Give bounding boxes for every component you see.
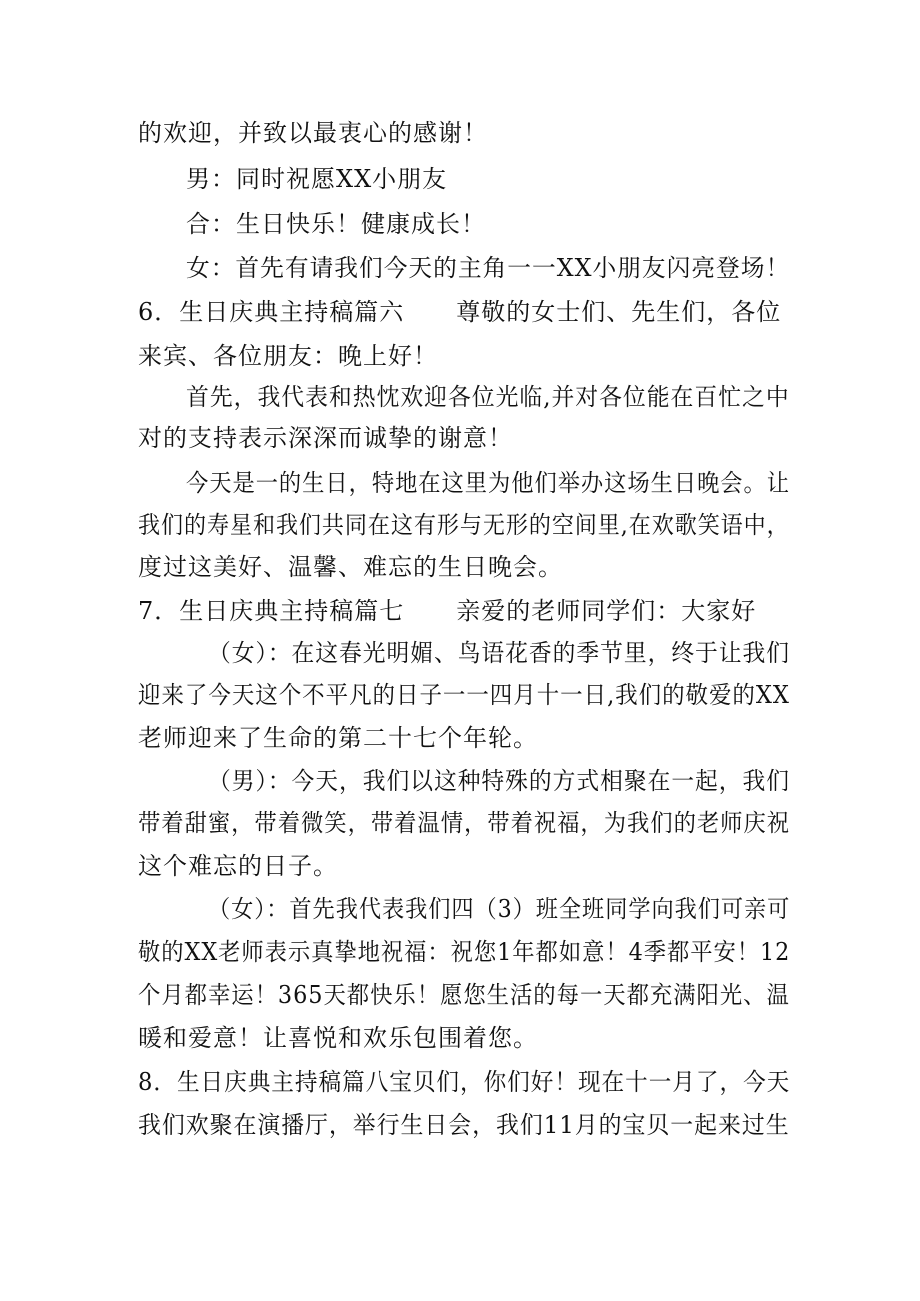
text-line: 来宾、各位朋友：晚上好！ — [138, 342, 438, 370]
heading-title: 7．生日庆典主持稿篇七 — [138, 597, 405, 625]
heading-continuation: 亲爱的老师同学们：大家好 — [456, 597, 757, 625]
text-line: 暖和爱意！让喜悦和欢乐包围着您。 — [138, 1024, 538, 1052]
text-line: 度过这美好、温馨、难忘的生日晚会。 — [138, 553, 563, 581]
text-line: 迎来了今天这个不平凡的日子一一四月十一日,我们的敬爱的XX — [138, 681, 790, 709]
text-line: 个月都幸运！365天都快乐！愿您生活的每一天都充满阳光、温 — [138, 981, 790, 1009]
text-line: （女）：在这春光明媚、鸟语花香的季节里，终于让我们 — [208, 639, 790, 667]
text-line: 敬的XX老师表示真挚地祝福：祝您1年都如意！4季都平安！12 — [138, 938, 791, 966]
text-line: 我们欢聚在演播厅，举行生日会，我们11月的宝贝一起来过生 — [138, 1111, 790, 1139]
text-line: 对的支持表示深深而诚挚的谢意！ — [138, 424, 513, 452]
text-line: 我们的寿星和我们共同在这有形与无形的空间里,在欢歌笑语中， — [138, 511, 790, 539]
text-line: 的欢迎，并致以最衷心的感谢！ — [138, 119, 488, 147]
section-heading — [138, 297, 781, 327]
text-line: 首先，我代表和热忱欢迎各位光临,并对各位能在百忙之中 — [186, 383, 790, 411]
text-line: 这个难忘的日子。 — [138, 852, 338, 880]
text-line: （男）：今天，我们以这种特殊的方式相聚在一起，我们 — [208, 767, 790, 795]
text-line: 老师迎来了生命的第二十七个年轮。 — [138, 724, 538, 752]
heading-title: 6．生日庆典主持稿篇六 — [138, 298, 405, 326]
text-line: 女：首先有请我们今天的主角一一XX小朋友闪亮登场！ — [186, 254, 791, 282]
heading-continuation: 尊敬的女士们、先生们，各位 — [456, 298, 782, 326]
text-line: 今天是一的生日，特地在这里为他们举办这场生日晚会。让 — [186, 469, 790, 497]
text-line: 男：同时祝愿XX小朋友 — [186, 165, 448, 193]
text-line: 带着甜蜜，带着微笑，带着温情，带着祝福，为我们的老师庆祝 — [138, 809, 790, 837]
section-heading — [138, 596, 756, 626]
text-line: 合：生日快乐！健康成长！ — [186, 210, 486, 238]
text-line: （女）：首先我代表我们四（3）班全班同学向我们可亲可 — [208, 895, 791, 923]
text-line: 8．生日庆典主持稿篇八宝贝们，你们好！现在十一月了，今天 — [138, 1068, 791, 1096]
